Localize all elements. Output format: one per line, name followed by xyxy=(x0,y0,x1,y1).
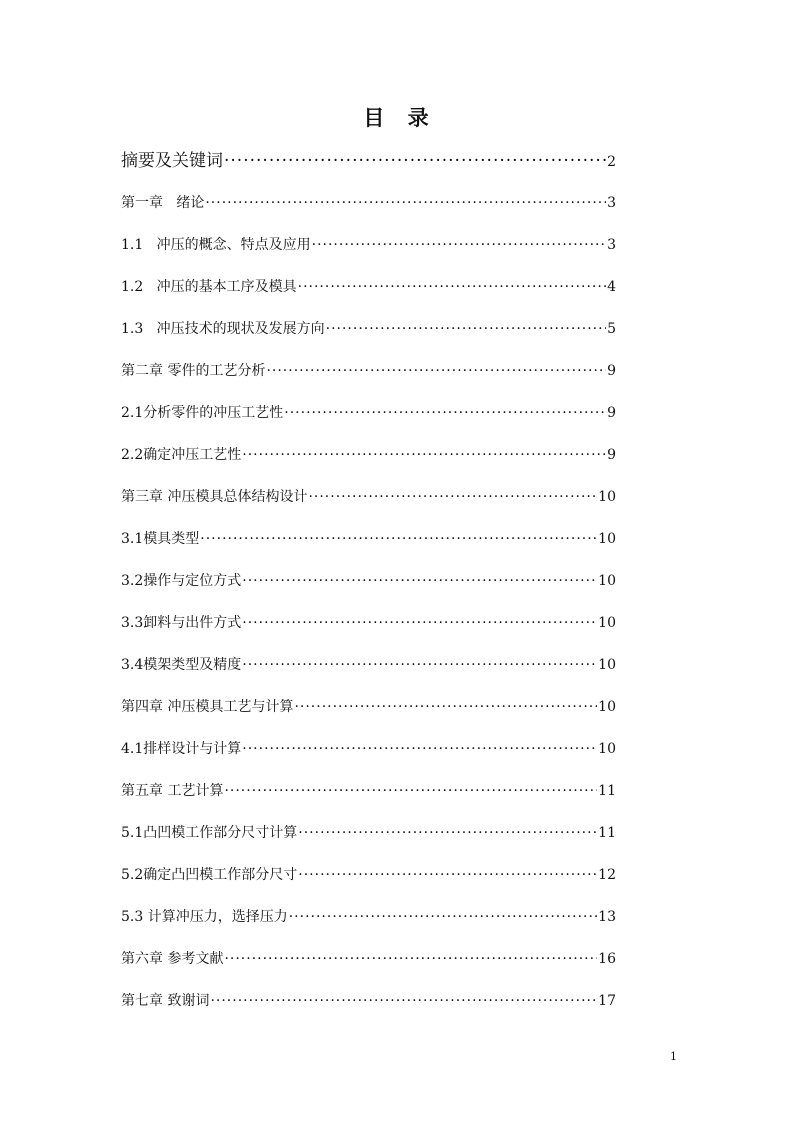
toc-leader-dots xyxy=(205,182,606,224)
toc-entry-label: 第三章 冲压模具总体结构设计 xyxy=(121,489,308,505)
toc-entry-label: 第二章 零件的工艺分析 xyxy=(121,363,266,379)
toc-entry-label: 3.2操作与定位方式 xyxy=(121,573,242,589)
toc-entry-page: 11 xyxy=(598,825,616,841)
toc-entry-label: 第一章 绪论 xyxy=(121,195,205,211)
toc-entry-label: 3.4模架类型及精度 xyxy=(121,657,242,673)
toc-entry-page: 3 xyxy=(607,195,616,211)
toc-leader-dots xyxy=(242,560,597,602)
toc-entry[interactable] xyxy=(121,224,616,266)
toc-entry[interactable] xyxy=(121,812,616,854)
toc-entry-page: 3 xyxy=(607,237,616,253)
toc-entry[interactable] xyxy=(121,560,616,602)
toc-leader-dots xyxy=(224,938,597,980)
toc-entry-page: 10 xyxy=(598,699,616,715)
toc-leader-dots xyxy=(224,770,597,812)
toc-entry-page: 10 xyxy=(598,657,616,673)
toc-entry-label: 5.3 计算冲压力，选择压力 xyxy=(121,909,288,925)
toc-entry[interactable] xyxy=(121,896,616,938)
toc-entry[interactable] xyxy=(121,140,616,182)
toc-leader-dots xyxy=(266,350,606,392)
toc-entry-page: 4 xyxy=(607,279,616,295)
toc-leader-dots xyxy=(200,518,597,560)
toc-entry-label: 4.1排样设计与计算 xyxy=(121,741,242,757)
toc-entry-label: 5.1凸凹模工作部分尺寸计算 xyxy=(121,825,298,841)
toc-leader-dots xyxy=(242,434,606,476)
toc-entry-label: 1.1 冲压的概念、特点及应用 xyxy=(121,237,311,253)
toc-leader-dots xyxy=(294,686,597,728)
toc-entry-page: 9 xyxy=(607,447,616,463)
toc-entry-page: 10 xyxy=(598,489,616,505)
toc-entry[interactable] xyxy=(121,392,616,434)
toc-entry[interactable] xyxy=(121,266,616,308)
toc-entry[interactable] xyxy=(121,644,616,686)
toc-entry-page: 10 xyxy=(598,531,616,547)
toc-leader-dots xyxy=(308,476,597,518)
toc-entry[interactable] xyxy=(121,182,616,224)
toc-leader-dots xyxy=(242,644,597,686)
toc-leader-dots xyxy=(298,854,597,896)
toc-leader-dots xyxy=(298,812,597,854)
toc-entry-page: 5 xyxy=(607,321,616,337)
toc-entry-label: 2.1分析零件的冲压工艺性 xyxy=(121,405,284,421)
toc-entry-label: 第五章 工艺计算 xyxy=(121,783,224,799)
page-number: 1 xyxy=(670,1050,677,1063)
toc-entry[interactable] xyxy=(121,434,616,476)
toc-entry-label: 第七章 致谢词 xyxy=(121,993,210,1009)
toc-entry-label: 第四章 冲压模具工艺与计算 xyxy=(121,699,294,715)
toc-leader-dots xyxy=(326,308,606,350)
toc-leader-dots xyxy=(224,140,606,182)
toc-entry-page: 9 xyxy=(607,405,616,421)
toc-entry-label: 1.2 冲压的基本工序及模具 xyxy=(121,279,297,295)
page-title: 目 录 xyxy=(363,105,437,130)
toc-entry-page: 9 xyxy=(607,363,616,379)
toc-entry-page: 13 xyxy=(598,909,616,925)
table-of-contents xyxy=(121,140,616,1022)
toc-entry[interactable] xyxy=(121,980,616,1022)
toc-entry-page: 17 xyxy=(598,993,616,1009)
toc-entry-label: 1.3 冲压技术的现状及发展方向 xyxy=(121,321,325,337)
toc-entry[interactable] xyxy=(121,476,616,518)
toc-entry-page: 11 xyxy=(598,783,616,799)
toc-leader-dots xyxy=(284,392,606,434)
toc-entry-label: 摘要及关键词 xyxy=(121,151,223,171)
toc-entry[interactable] xyxy=(121,728,616,770)
toc-leader-dots xyxy=(210,980,597,1022)
toc-entry-label: 3.1模具类型 xyxy=(121,531,200,547)
toc-entry-page: 10 xyxy=(598,741,616,757)
toc-entry-page: 10 xyxy=(598,573,616,589)
toc-leader-dots xyxy=(242,728,597,770)
toc-entry-label: 5.2确定凸凹模工作部分尺寸 xyxy=(121,867,298,883)
toc-entry[interactable] xyxy=(121,854,616,896)
toc-entry-page: 10 xyxy=(598,615,616,631)
toc-entry[interactable] xyxy=(121,350,616,392)
toc-entry[interactable] xyxy=(121,602,616,644)
toc-entry[interactable] xyxy=(121,308,616,350)
toc-leader-dots xyxy=(312,224,606,266)
toc-leader-dots xyxy=(298,266,606,308)
toc-entry-page: 12 xyxy=(598,867,616,883)
toc-leader-dots xyxy=(242,602,597,644)
toc-entry-label: 2.2确定冲压工艺性 xyxy=(121,447,242,463)
toc-entry[interactable] xyxy=(121,686,616,728)
toc-entry-label: 第六章 参考文献 xyxy=(121,951,224,967)
toc-leader-dots xyxy=(289,896,597,938)
toc-entry-label: 3.3卸料与出件方式 xyxy=(121,615,242,631)
toc-entry[interactable] xyxy=(121,518,616,560)
toc-entry-page: 2 xyxy=(607,154,616,170)
toc-entry[interactable] xyxy=(121,938,616,980)
toc-entry-page: 16 xyxy=(598,951,616,967)
toc-entry[interactable] xyxy=(121,770,616,812)
